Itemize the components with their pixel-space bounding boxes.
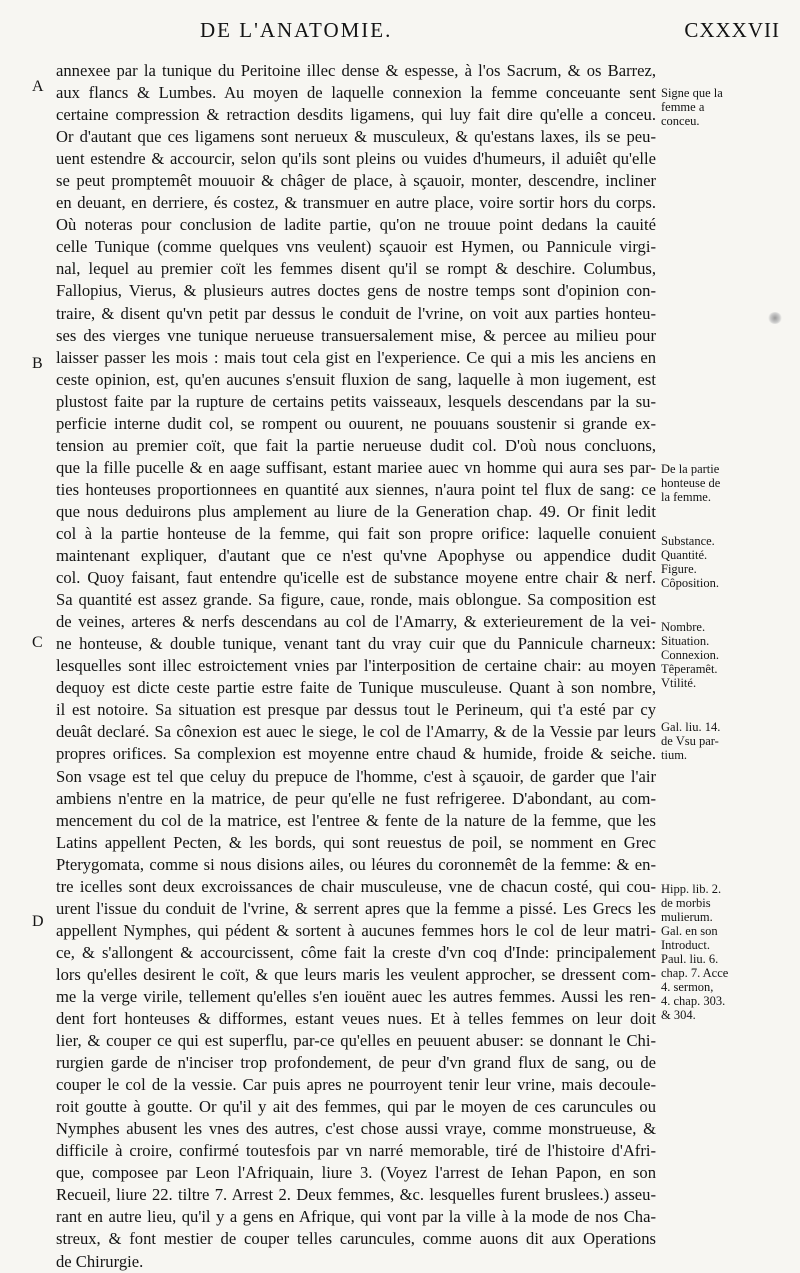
section-mark-a: A: [32, 78, 44, 95]
text-line: uent estendre & accourcir, selon qu'ils sont pleins ou vuides d'humeurs, il aduiêt qu'elle: [56, 149, 656, 169]
margin-note-line: la femme.: [661, 490, 711, 504]
text-line: lesquelles sont illec estroictement vnies par l'interposition de certaine chair: au moyen: [56, 656, 656, 676]
margin-note: [661, 534, 791, 590]
text-line: plustost faite par la rupture de certains petits vaisseaux, lesquels descendans par la su-: [56, 391, 656, 411]
text-line: deuât declaré. Sa cônexion est auec le siege, le col de l'Amarry, & de la Vessie par leurs: [56, 722, 656, 742]
text-line: dent fort honteuses & difformes, estant veues nues. Et à telles femmes on leur doit: [56, 1009, 656, 1029]
margin-note-line: Quantité.: [661, 548, 708, 562]
margin-note: [661, 720, 791, 762]
text-line: dequoy est dicte ceste partie estre faite de Tunique musculeuse. Quant à son nombre,: [56, 678, 656, 698]
margin-note-line: Gal. liu. 14.: [661, 720, 721, 734]
text-line: se peut promptemêt mouuoir & châger de place, à sçauoir, monter, descendre, incliner: [56, 171, 656, 191]
margin-note-line: honteuse de: [661, 476, 721, 490]
text-line: Fallopius, Vierus, & plusieurs autres doctes gens de nostre temps sont d'opinion con-: [56, 281, 656, 301]
text-line: urent l'issue du conduit de l'vrine, & serrent apres que la femme a pissé. Les Grecs les: [56, 898, 656, 918]
margin-note-line: Introduct.: [661, 938, 710, 952]
text-line: maintenant expliquer, d'autant que ce n'est qu'vne Apophyse ou appendice dudit: [56, 546, 656, 566]
text-line: me la verge virile, tellement qu'elles s'en iouënt auec les autres femmes. Aussi les ren-: [56, 986, 656, 1006]
text-line: Or d'autant que ces ligamens sont nerueux & musculeux, & qu'estans laxes, ils se peu-: [56, 127, 656, 147]
text-line: annexee par la tunique du Peritoine illec dense & espesse, à l'os Sacrum, & os Barrez,: [56, 61, 656, 80]
running-title: DE L'ANATOMIE.: [200, 18, 393, 42]
text-line: appellent Nymphes, qui pédent & sortent à aucunes femmes hors le col de leur matri-: [56, 920, 656, 940]
margin-note-line: Côposition.: [661, 576, 719, 590]
margin-note: [661, 462, 791, 504]
text-line: ties honteuses proportionnees en quantité aux siennes, n'aura point tel flux de sang: ce: [56, 479, 656, 499]
text-line: laisser passer les mois : mais tout cela gist en l'experience. Ce qui a mis les anciens en: [56, 347, 656, 367]
margin-note-line: Nombre.: [661, 620, 706, 634]
margin-note-line: Hipp. lib. 2.: [661, 882, 722, 896]
text-line: mencement du col de la matrice, est l'entree & fente de la nature de la femme, que les: [56, 810, 656, 830]
text-line: perficie interne dudit col, se rompent ou ouurent, ne pouuans soustenir si grande ex-: [56, 413, 656, 433]
margin-note-line: Paul. liu. 6.: [661, 952, 719, 966]
section-mark-c: C: [32, 634, 43, 651]
margin-note-line: Têperamêt.: [661, 662, 718, 676]
margin-note-line: Substance.: [661, 534, 715, 548]
margin-note-line: Vtilité.: [661, 676, 697, 690]
margin-note: [661, 882, 791, 1022]
text-line: col. Quoy faisant, faut entendre qu'icelle est de substance moyene entre chair & nerf.: [56, 568, 656, 588]
margin-note-line: 4. sermon,: [661, 980, 714, 994]
text-line: il est notoire. Sa situation est presque par dessus tout le Perineum, qui t'a esté par cy: [56, 700, 656, 720]
margin-note-line: femme a: [661, 100, 705, 114]
text-line: de veines, arteres & nerfs descendans au col de l'Amarry, & exterieurement de la vei-: [56, 612, 656, 632]
margin-note-line: 4. chap. 303.: [661, 994, 726, 1008]
text-line: que, composee par Leon l'Afriquain, liure 3. (Voyez l'arrest de Iehan Papon, en son: [56, 1163, 656, 1183]
text-line: difficile à croire, confirmé toutesfois par vn narré memorable, tiré de l'histoire d'Afri-: [56, 1141, 656, 1161]
folio-number: CXXXVII: [684, 18, 780, 42]
text-line: Pterygomata, comme si nous disions ailes, ou léures du coronnemêt de la femme: & en-: [56, 854, 656, 874]
section-mark-d: D: [32, 913, 44, 930]
text-line: ses des vierges vne tunique nerueuse transuersalement mise, & percee au milieu pour: [56, 325, 656, 345]
text-line: Latins appellent Pecten, & les bords, qui sont reuestus de poil, se nomment en Grec: [56, 832, 656, 852]
margin-note-line: chap. 7. Acce: [661, 966, 729, 980]
text-line: tension au premier coït, que fait la partie nerueuse dudit col. D'où nous concluons,: [56, 435, 656, 455]
margin-note-line: mulierum.: [661, 910, 713, 924]
text-line: lier, & couper ce qui est superflu, par-ce qu'elles en peuuent abuser: se donnant le Chi-: [56, 1031, 656, 1051]
text-line: rant en autre lieu, qu'il y a gens en Afrique, qui vont par la ville à la mode de nos Cha-: [56, 1207, 656, 1227]
margin-note-line: Signe que la: [661, 86, 723, 100]
margin-note-line: de Vsu par-: [661, 734, 719, 748]
text-line: col à la partie honteuse de la femme, qui fait son propre orifice: laquelle conuient: [56, 523, 656, 543]
text-line: ceste opinion, est, qu'en aucunes s'ensuit fluxion de sang, laquelle à mon iugement, est: [56, 369, 656, 389]
text-line: tre icelles sont deux excroissances de chair musculeuse, vne de chacun costé, qui cou-: [56, 876, 656, 896]
text-line: certaine compression & retraction desdits ligamens, qui luy fait dire qu'elle a conceu.: [56, 105, 656, 125]
text-line: Son vsage est tel que celuy du prepuce de l'homme, c'est à sçauoir, de garder que l'air: [56, 766, 656, 786]
text-line: Où noteras pour conclusion de ladite partie, qu'on ne trouue point dedans la cauité: [56, 215, 656, 235]
text-line: lors qu'elles desirent le coït, & que leurs maris les veulent approcher, se dressent com-: [56, 964, 656, 984]
text-line: traire, & disent qu'vn petit par dessus le conduit de l'vrine, on voit aux parties honteu-: [56, 303, 656, 323]
margin-note-line: de morbis: [661, 896, 711, 910]
text-line: streux, & font mestier de couper telles caruncules, comme auons dit aux Operations: [56, 1229, 656, 1249]
text-line: propres orifices. Sa complexion est moyenne entre chaud & humide, froide & seiche.: [56, 744, 656, 764]
text-line: que la fille pucelle & en aage suffisant, estant mariee auec vn homme qui aura ses par-: [56, 457, 656, 477]
text-line: celle Tunique (comme quelques vns veulent) sçauoir est Hymen, ou Pannicule virgi-: [56, 237, 656, 257]
margin-note: [661, 86, 791, 128]
margin-note-line: Connexion.: [661, 648, 719, 662]
margin-note-line: tium.: [661, 748, 688, 762]
ink-smudge: [768, 312, 782, 324]
body-text: [56, 60, 656, 1273]
margin-note-line: Figure.: [661, 562, 697, 576]
text-line: que nous deduirons plus amplement au liure de la Generation chap. 49. Or finit ledit: [56, 501, 656, 521]
margin-note-line: Situation.: [661, 634, 710, 648]
margin-note-line: & 304.: [661, 1008, 696, 1022]
text-line: ce, & s'allongent & accourcissent, côme fait la creste d'vn coq d'Inde: principalement: [56, 942, 656, 962]
text-line: Nymphes abusent les vnes des autres, c'est chose aussi vraye, comme monstrueuse, &: [56, 1119, 656, 1139]
margin-note: [661, 620, 791, 690]
margin-note-line: De la partie: [661, 462, 720, 476]
text-line: ambiens n'entre en la matrice, de peur qu'elle ne fust refrigeree. D'abondant, au com-: [56, 788, 656, 808]
text-line: rurgien garde de n'inciser trop profondement, de peur d'vn grand flux de sang, ou de: [56, 1053, 656, 1073]
text-line: aux flancs & Lumbes. Au moyen de laquelle connexion la femme conceuante sent: [56, 83, 656, 103]
text-line: en deuant, en derriere, és costez, & transmuer en autre place, voire sortir hors du corps.: [56, 193, 656, 213]
text-line: Sa quantité est assez grande. Sa figure, caue, ronde, mais oblongue. Sa composition est: [56, 590, 656, 610]
margin-note-line: Gal. en son: [661, 924, 718, 938]
margin-note-line: conceu.: [661, 114, 700, 128]
text-line: de Chirurgie.: [56, 1251, 144, 1271]
text-line: nal, lequel au premier coït les femmes disent qu'il se rompt & deschire. Columbus,: [56, 259, 656, 279]
text-line: roit goutte à goutte. Or qu'il y ait des femmes, qui par le moyen de ces caruncules ou: [56, 1097, 656, 1117]
text-line: ne honteuse, & double tunique, venant tant du vray cuir que du Pannicule charneux:: [56, 634, 656, 654]
text-line: couper le col de la vessie. Car puis apres ne pourroyent tenir leur vrine, mais decoule-: [56, 1075, 656, 1095]
text-line: Recueil, liure 22. tiltre 7. Arrest 2. Deux femmes, &c. lesquelles furent bruslees.) asseu-: [56, 1185, 656, 1205]
section-mark-b: B: [32, 355, 43, 372]
